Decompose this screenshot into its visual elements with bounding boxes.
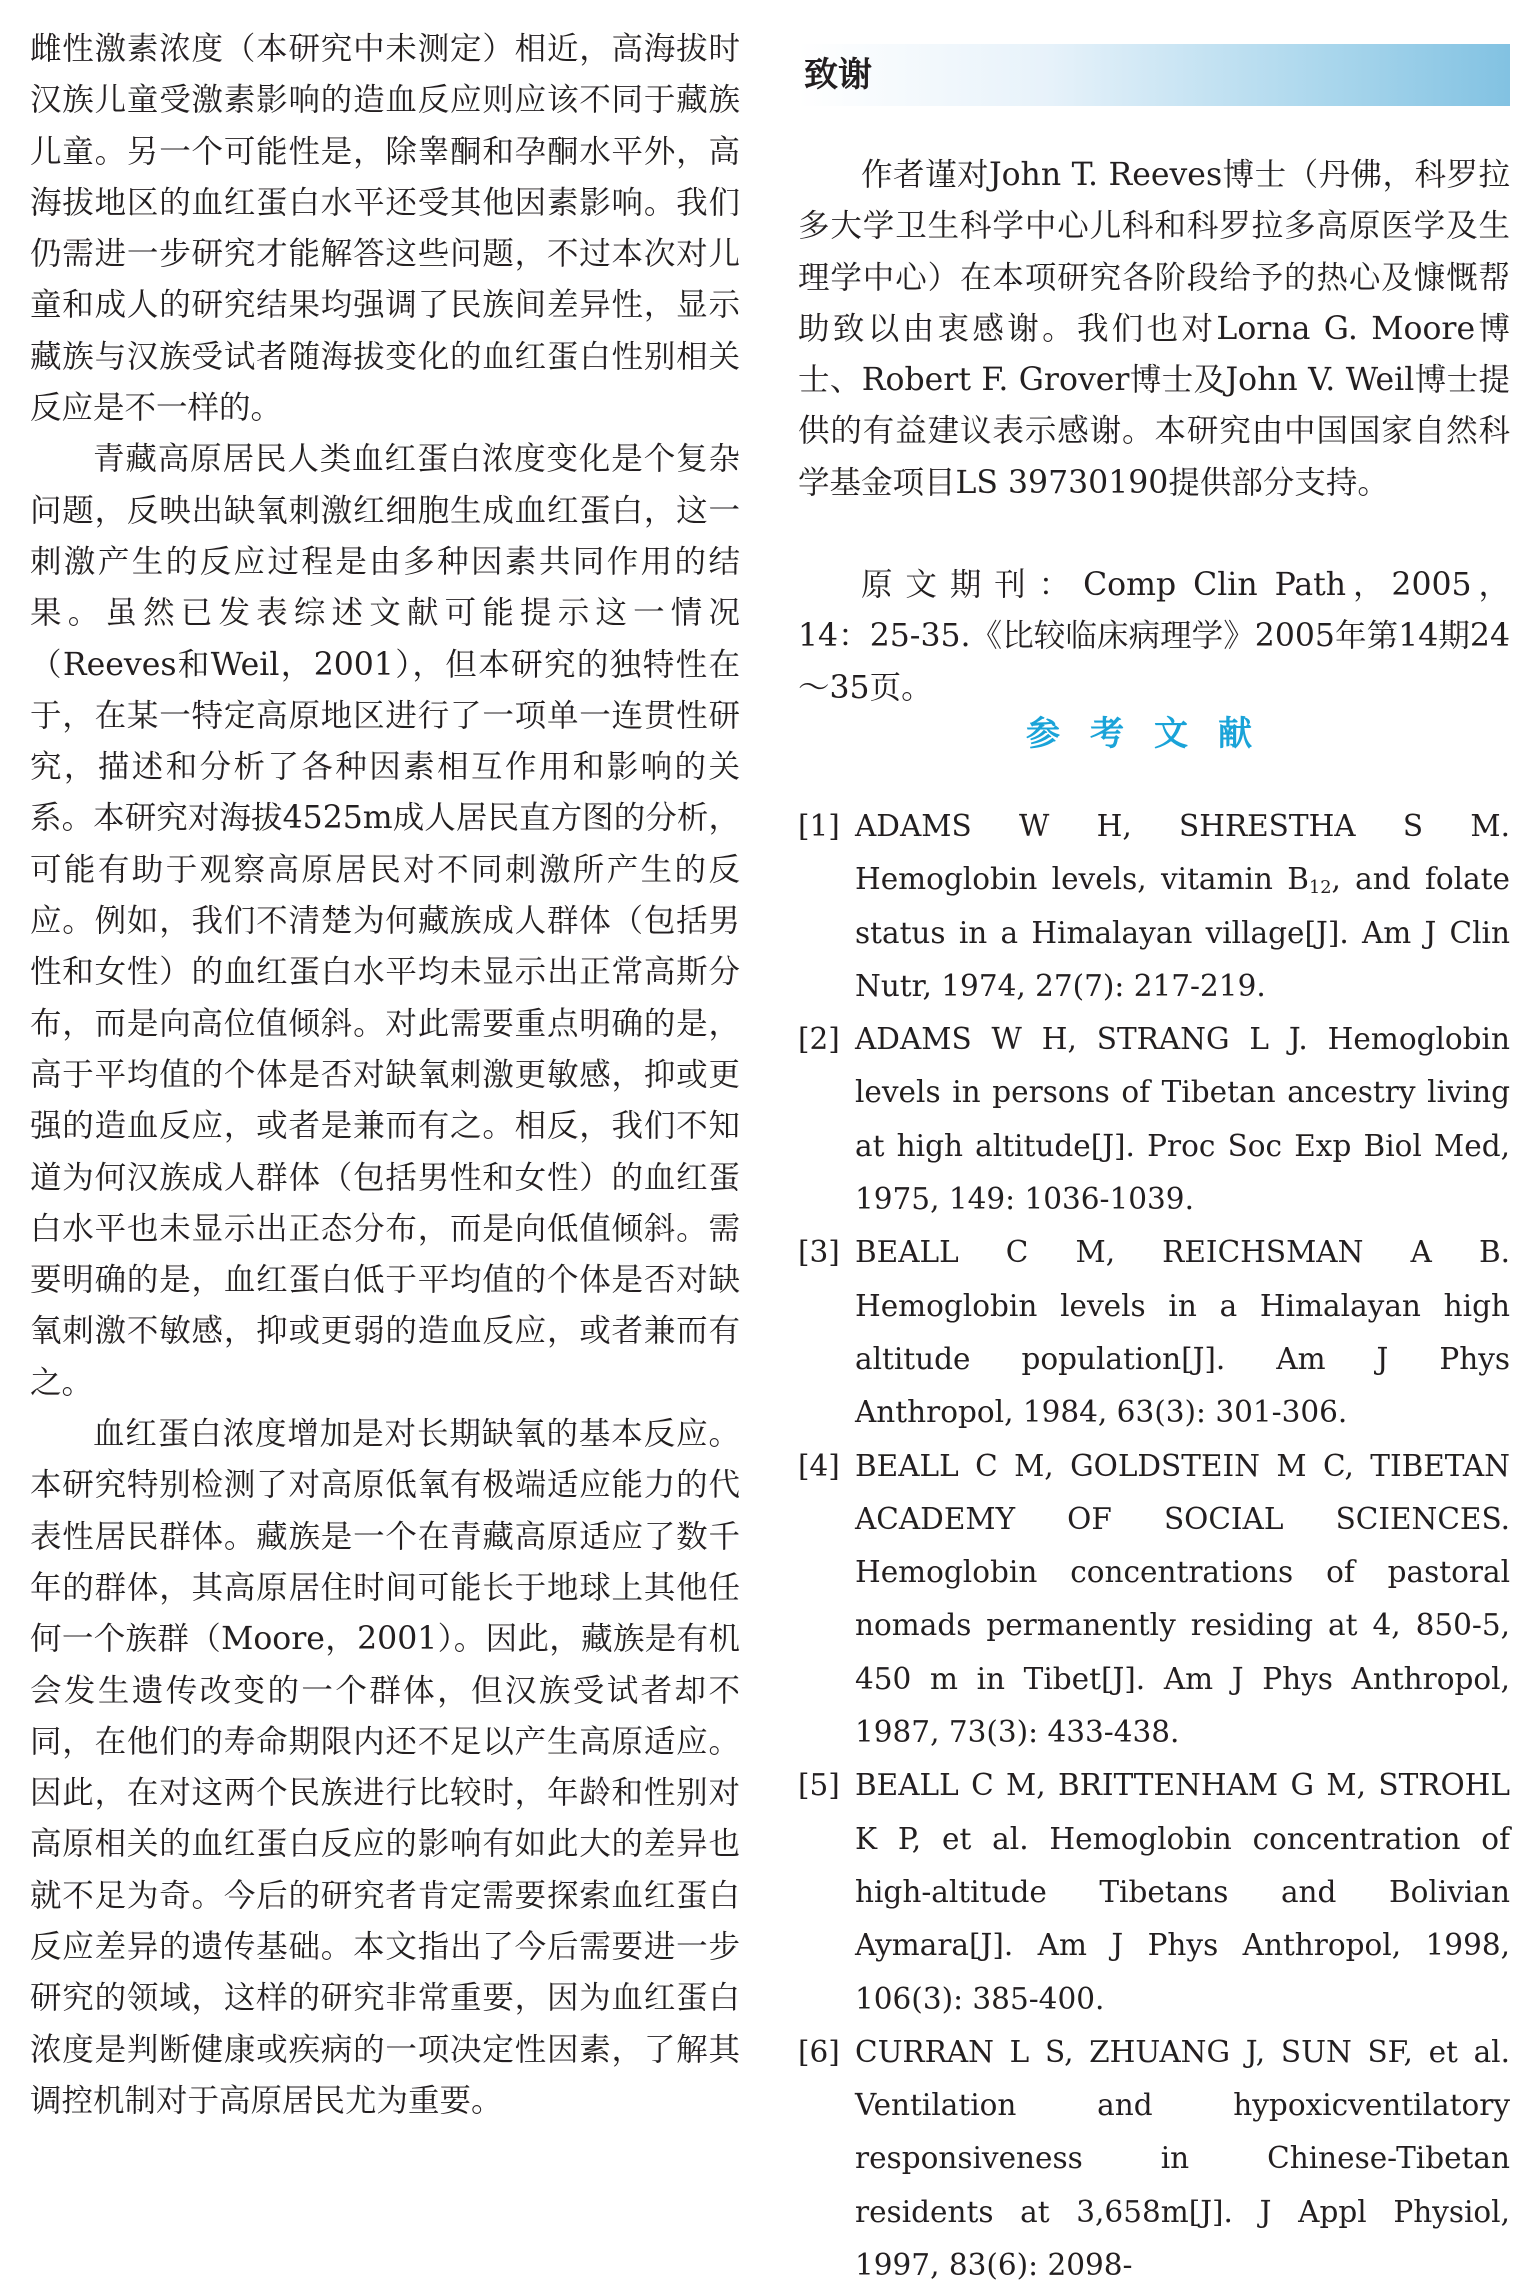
acknowledgement-header-bar bbox=[798, 44, 1510, 106]
reference-number: [3] bbox=[798, 1235, 840, 1270]
reference-text: CURRAN L S, ZHUANG J, SUN SF, et al. Ventilation and hypoxicventilatory responsiveness in Chinese-Tibetan residents at 3,658m[J]. J Appl Physiol, 1997, 83(6): 2098- bbox=[855, 2034, 1510, 2283]
reference-item bbox=[798, 1226, 1510, 1439]
reference-number: [5] bbox=[798, 1768, 840, 1803]
reference-item bbox=[798, 1013, 1510, 1226]
source-label: 原文期刊： bbox=[861, 567, 1084, 603]
body-paragraph-3: 血红蛋白浓度增加是对长期缺氧的基本反应。本研究特别检测了对高原低氧有极端适应能力的代表性居民群体。藏族是一个在青藏高原适应了数千年的群体，其高原居住时间可能长于地球上其他任何一个族群（Moore，2001）。因此，藏族是有机会发生遗传改变的一个群体，但汉族受试者却不同，在他们的寿命期限内还不足以产生高原适应。因此，在对这两个民族进行比较时，年龄和性别对高原相关的血红蛋白反应的影响有如此大的差异也就不足为奇。今后的研究者肯定需要探索血红蛋白反应差异的遗传基础。本文指出了今后需要进一步研究的领域，这样的研究非常重要，因为血红蛋白浓度是判断健康或疾病的一项决定性因素，了解其调控机制对于高原居民尤为重要。 bbox=[30, 1416, 740, 2119]
reference-text: BEALL C M, REICHSMAN A B. Hemoglobin levels in a Himalayan high altitude population[J]. Am J Phys Anthropol, 1984, 63(3): 301-306. bbox=[855, 1235, 1510, 1430]
body-paragraph-1: 雌性激素浓度（本研究中未测定）相近，高海拔时汉族儿童受激素影响的造血反应则应该不同于藏族儿童。另一个可能性是，除睾酮和孕酮水平外，高海拔地区的血红蛋白水平还受其他因素影响。我们仍需进一步研究才能解答这些问题，不过本次对儿童和成人的研究结果均强调了民族间差异性，显示藏族与汉族受试者随海拔变化的血红蛋白性别相关反应是不一样的。 bbox=[30, 31, 740, 427]
reference-number: [2] bbox=[798, 1022, 840, 1057]
reference-number: [1] bbox=[798, 809, 840, 843]
source-text: Comp Clin Path，2005，14：25-35.《比较临床病理学》2005年第14期24～35页。 bbox=[798, 567, 1510, 706]
body-paragraph-2: 青藏高原居民人类血红蛋白浓度变化是个复杂问题，反映出缺氧刺激红细胞生成血红蛋白，这一刺激产生的反应过程是由多种因素共同作用的结果。虽然已发表综述文献可能提示这一情况（Reeves和Weil，2001），但本研究的独特性在于，在某一特定高原地区进行了一项单一连贯性研究，描述和分析了各种因素相互作用和影响的关系。本研究对海拔4525m成人居民直方图的分析，可能有助于观察高原居民对不同刺激所产生的反应。例如，我们不清楚为何藏族成人群体（包括男性和女性）的血红蛋白水平均未显示出正常高斯分布，而是向高位值倾斜。对此需要重点明确的是，高于平均值的个体是否对缺氧刺激更敏感，抑或更强的造血反应，或者是兼而有之。相反，我们不知道为何汉族成人群体（包括男性和女性）的血红蛋白水平也未显示出正态分布，而是向低值倾斜。需要明确的是，血红蛋白低于平均值的个体是否对缺氧刺激不敏感，抑或更弱的造血反应，或者兼而有之。 bbox=[30, 441, 740, 1401]
left-column bbox=[30, 0, 740, 2127]
reference-item bbox=[798, 800, 1510, 1013]
reference-text: BEALL C M, GOLDSTEIN M C, TIBETAN ACADEMY OF SOCIAL SCIENCES. Hemoglobin concentrations of pastoral nomads permanently residing at 4, 850-5, 450 m in Tibet[J]. Am J Phys Anthropol, 1987, 73(3): 433-438. bbox=[855, 1448, 1510, 1750]
acknowledgement-title: 致谢 bbox=[804, 55, 872, 95]
reference-item bbox=[798, 1759, 1510, 2025]
reference-text: ADAMS W H, STRANG L J. Hemoglobin levels in persons of Tibetan ancestry living at high altitude[J]. Proc Soc Exp Biol Med, 1975, 149: 1036-1039. bbox=[855, 1022, 1510, 1217]
reference-list bbox=[798, 800, 1510, 2292]
reference-number: [6] bbox=[798, 2034, 840, 2069]
reference-subscript: 12 bbox=[1308, 878, 1332, 899]
reference-text: ADAMS W H, SHRESTHA S M. Hemoglobin levels, vitamin B bbox=[855, 809, 1510, 897]
references-title: 参考文献 bbox=[1026, 714, 1282, 754]
source-journal bbox=[798, 560, 1510, 714]
reference-text: BEALL C M, BRITTENHAM G M, STROHL K P, et al. Hemoglobin concentration of high-altitude Tibetans and Bolivian Aymara[J]. Am J Phys Anthropol, 1998, 106(3): 385-400. bbox=[855, 1768, 1510, 2016]
reference-number: [4] bbox=[798, 1448, 840, 1483]
reference-item bbox=[798, 1440, 1510, 1760]
reference-text-cont: , and folate status in a Himalayan village[J]. Am J Clin Nutr, 1974, 27(7): 217-219. bbox=[855, 862, 1510, 1003]
acknowledgement-text: 作者谨对John T. Reeves博士（丹佛，科罗拉多大学卫生科学中心儿科和科罗拉多高原医学及生理学中心）在本项研究各阶段给予的热心及慷慨帮助致以由衷感谢。我们也对Lorna G. Moore博士、Robert F. Grover博士及John V. Weil博士提供的有益建议表示感谢。本研究由中国国家自然科学基金项目LS 39730190提供部分支持。 bbox=[798, 157, 1510, 501]
reference-item bbox=[798, 2026, 1510, 2292]
